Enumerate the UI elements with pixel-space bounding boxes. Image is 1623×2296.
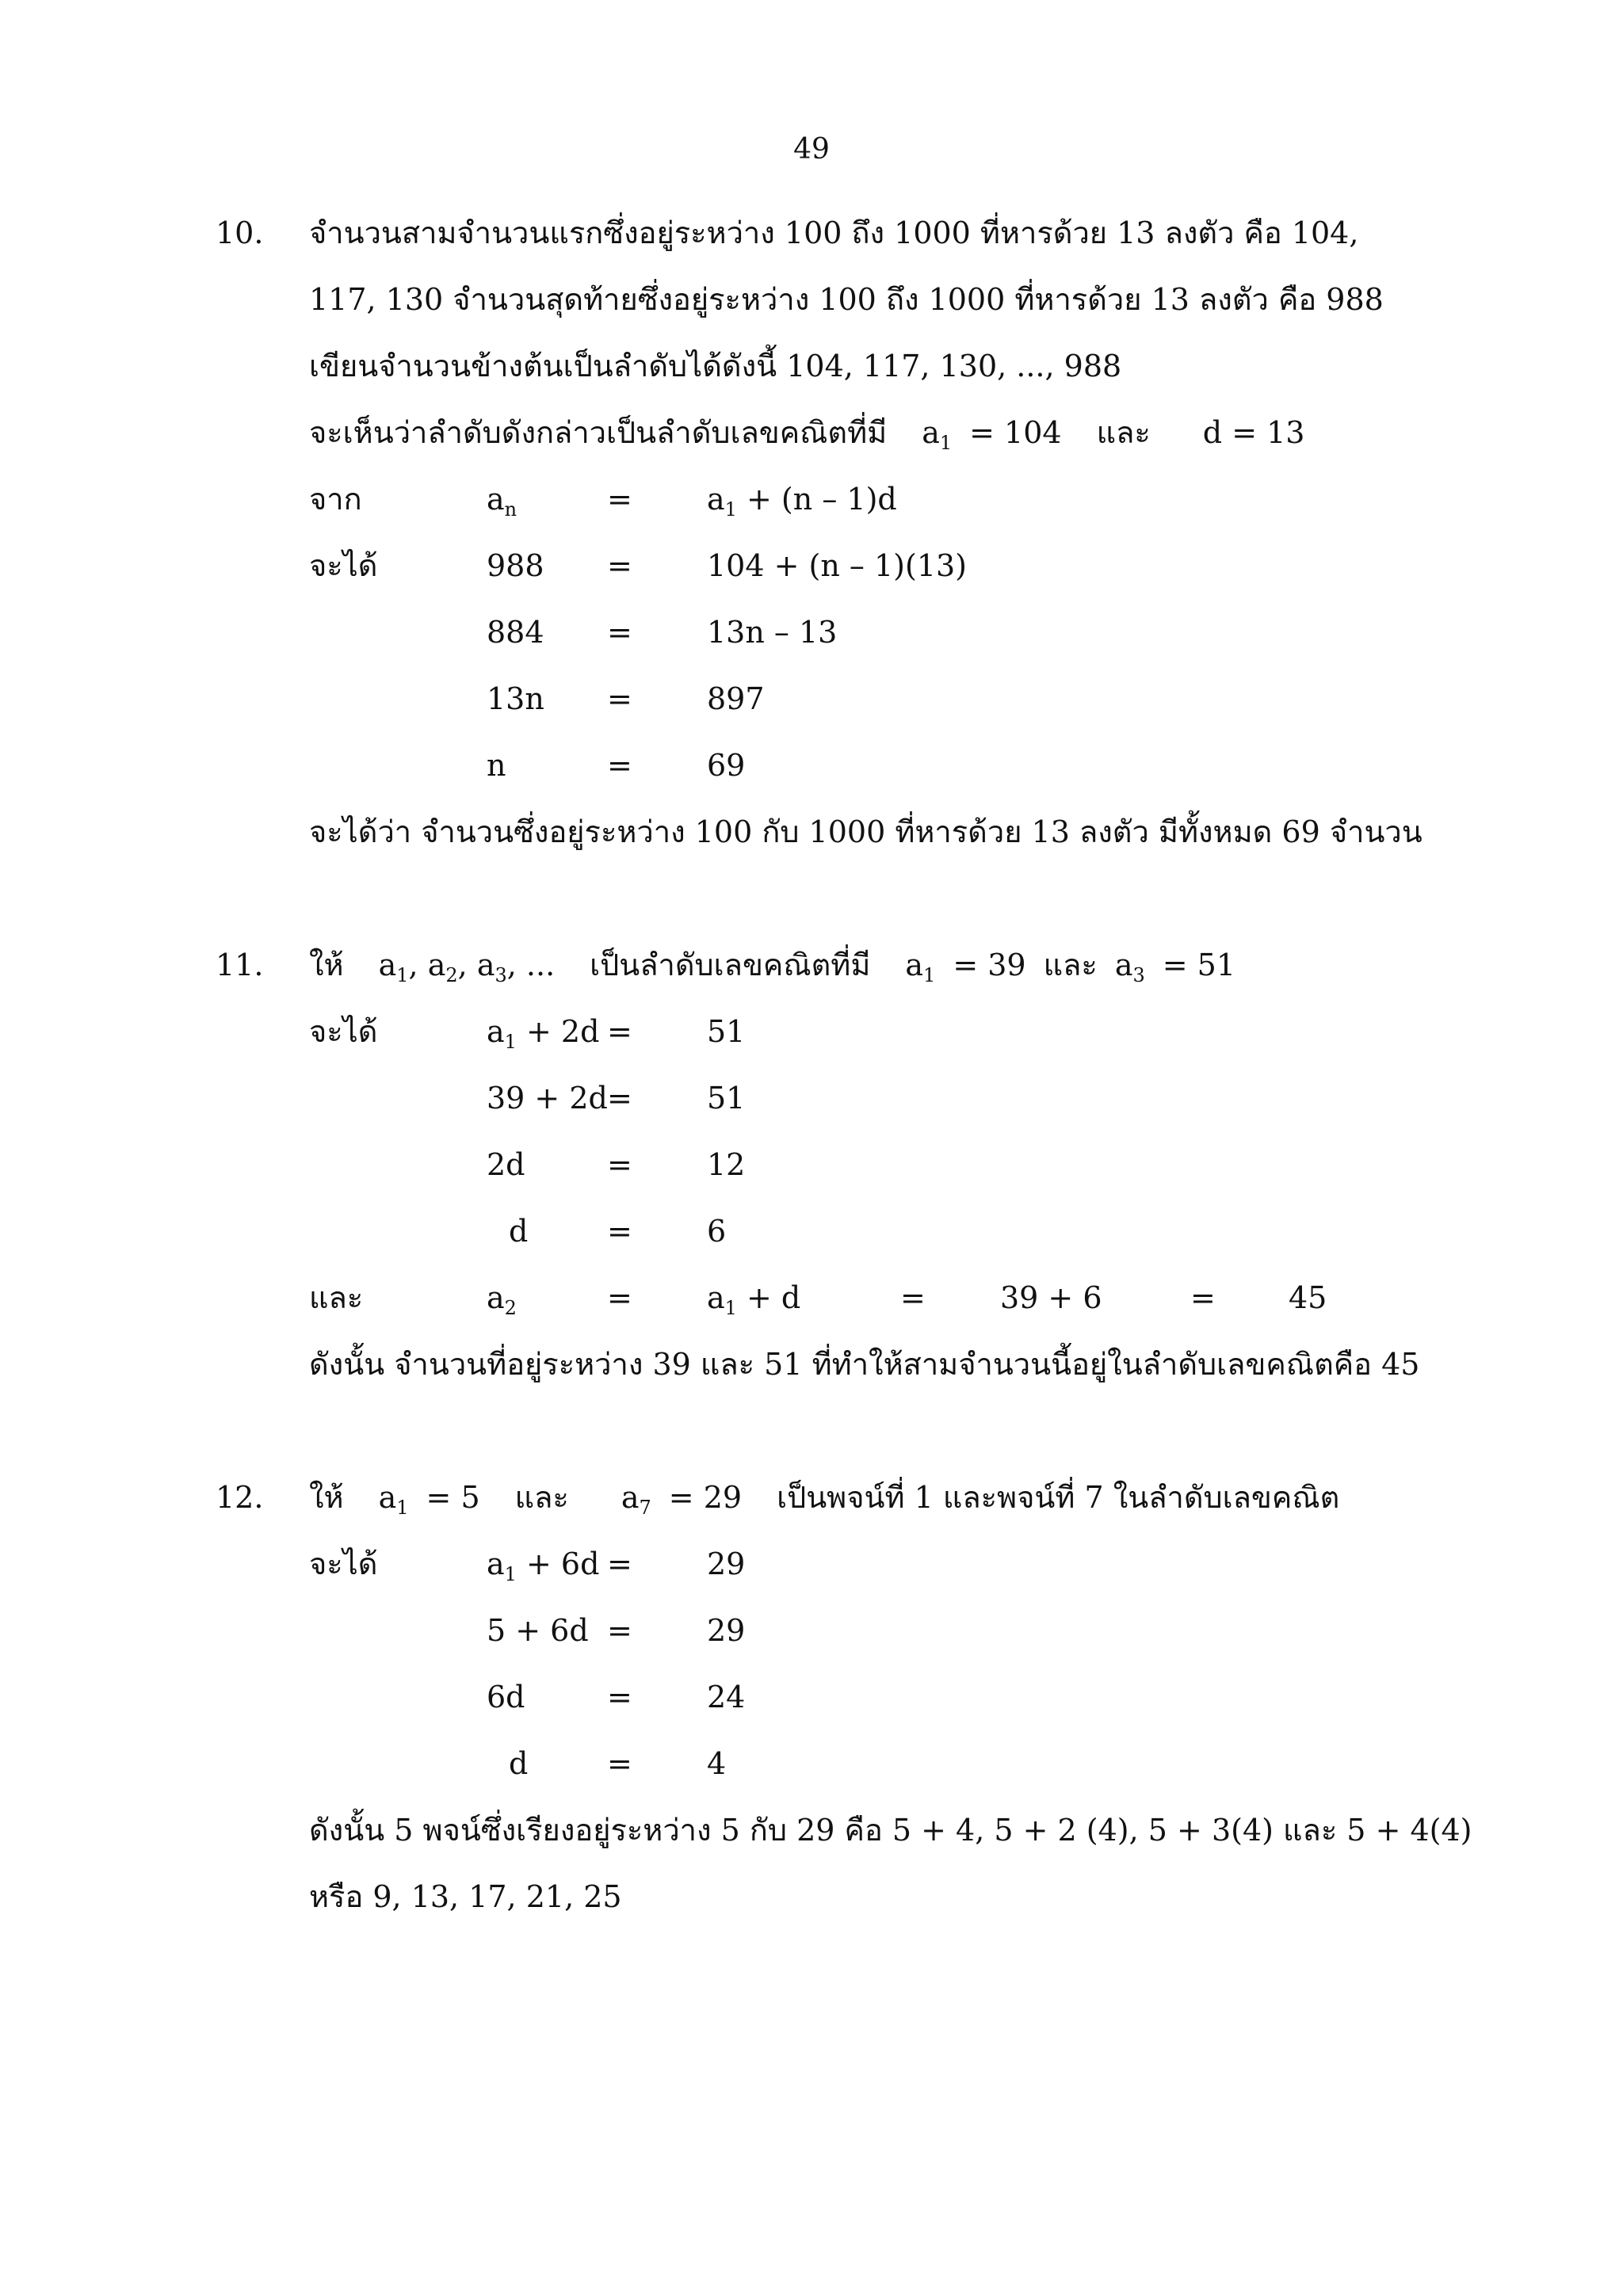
equals-sign: = xyxy=(607,1280,632,1315)
equals-sign: = xyxy=(607,1214,632,1249)
equation-lhs: $a_n$ xyxy=(487,482,517,521)
text-fragment: ให้ xyxy=(309,1480,344,1515)
conclusion: จะได้ว่า จำนวนซึ่งอยู่ระหว่าง 100 กับ 1000 ที่หารด้วย 13 ลงตัว มีทั้งหมด 69 จำนวน xyxy=(309,814,1423,849)
equation-lhs: d xyxy=(509,1746,529,1781)
equation-rhs: 29 xyxy=(707,1613,746,1648)
equals-sign: = xyxy=(607,1147,632,1182)
equation-lhs: d xyxy=(509,1214,529,1249)
equals-sign: = xyxy=(607,1014,632,1049)
math-term: $a_3$ xyxy=(1114,948,1145,986)
equation-lhs: 2d xyxy=(487,1147,525,1182)
equation-rhs: 69 xyxy=(707,748,746,783)
equals-sign: = xyxy=(607,1547,632,1581)
row-label: และ xyxy=(309,1280,364,1315)
equation-rhs: 13n – 13 xyxy=(707,615,838,650)
equals-sign: = xyxy=(607,615,632,650)
equation-rhs: 4 xyxy=(707,1746,727,1781)
equals-sign: = xyxy=(607,1680,632,1714)
equation-mid: $a_1 + d$ xyxy=(707,1280,801,1319)
equals-sign: = xyxy=(607,748,632,783)
math-term: $a_7$ xyxy=(621,1480,651,1519)
equation-lhs: $a_1 + 6d$ xyxy=(487,1547,600,1585)
equals-sign: = xyxy=(607,548,632,583)
equation-lhs: 988 xyxy=(487,548,544,583)
answer: หรือ 9, 13, 17, 21, 25 xyxy=(309,1879,622,1914)
problem-number: 11. xyxy=(216,948,264,982)
conclusion: ดังนั้น 5 พจน์ซึ่งเรียงอยู่ระหว่าง 5 กับ 29 คือ 5 + 4, 5 + 2 (4), 5 + 3(4) และ 5 + 4(4) xyxy=(309,1813,1472,1848)
equals-sign: = xyxy=(900,1280,926,1315)
text-line xyxy=(309,1478,1340,1519)
text-line xyxy=(309,946,1235,984)
equation-lhs: 884 xyxy=(487,615,544,650)
row-label: จะได้ xyxy=(309,1547,378,1581)
equation-mid: 39 + 6 xyxy=(1000,1280,1102,1315)
equals-sign: = xyxy=(607,1613,632,1648)
conclusion: ดังนั้น จำนวนที่อยู่ระหว่าง 39 และ 51 ที่ทำให้สามจำนวนนี้อยู่ในลำดับเลขคณิตคือ 45 xyxy=(309,1347,1420,1382)
problem-number: 10. xyxy=(216,215,264,250)
problem-number: 12. xyxy=(216,1480,264,1515)
equation-rhs: 51 xyxy=(707,1014,746,1049)
equation-rhs: 12 xyxy=(707,1147,746,1182)
equation-lhs: 13n xyxy=(487,681,544,716)
math-value: = 5 xyxy=(426,1480,480,1515)
text-line: 117, 130 จำนวนสุดท้ายซึ่งอยู่ระหว่าง 100 ถึง 1000 ที่หารด้วย 13 ลงตัว คือ 988 xyxy=(309,282,1384,317)
equation-rhs: $a_1 + (n - 1)d$ xyxy=(707,482,897,521)
math-value: = 51 xyxy=(1162,948,1236,982)
equation-lhs: n xyxy=(487,748,506,783)
equation-rhs: 29 xyxy=(707,1547,746,1581)
row-label: จะได้ xyxy=(309,1014,378,1049)
row-label: จาก xyxy=(309,482,362,517)
math-value: = 39 xyxy=(953,948,1026,982)
equals-sign: = xyxy=(1190,1280,1216,1315)
math-term: $a_1$ xyxy=(905,948,936,986)
equation-lhs: $a_1 + 2d$ xyxy=(487,1014,600,1053)
text-fragment: เป็นพจน์ที่ 1 และพจน์ที่ 7 ในลำดับเลขคณิต xyxy=(777,1480,1340,1515)
row-label: จะได้ xyxy=(309,548,378,583)
equation-lhs: 6d xyxy=(487,1680,525,1714)
equals-sign: = xyxy=(607,482,632,517)
equation-rhs: 6 xyxy=(707,1214,727,1249)
text-line: เขียนจำนวนข้างต้นเป็นลำดับได้ดังนี้ 104, 117, 130, ..., 988 xyxy=(309,349,1122,383)
math-term: $a_1$ xyxy=(378,1480,409,1519)
equation-lhs: $a_2$ xyxy=(487,1280,517,1319)
math-value: = 29 xyxy=(668,1480,743,1515)
math-value: = 104 xyxy=(969,415,1062,450)
text-line: จำนวนสามจำนวนแรกซึ่งอยู่ระหว่าง 100 ถึง 1000 ที่หารด้วย 13 ลงตัว คือ 104, xyxy=(309,215,1359,250)
equation-rhs: 104 + (n – 1)(13) xyxy=(707,548,967,583)
math-term: $a_1$ xyxy=(922,415,953,454)
text-fragment: และ xyxy=(514,1480,569,1515)
equation-rhs: 24 xyxy=(707,1680,746,1714)
text-fragment: ให้ xyxy=(309,948,344,982)
text-fragment: และ xyxy=(1043,948,1098,982)
equation-lhs: 5 + 6d xyxy=(487,1613,589,1648)
equation-rhs: 51 xyxy=(707,1081,746,1116)
text-fragment: จะเห็นว่าลำดับดังกล่าวเป็นลำดับเลขคณิตที่มี xyxy=(309,415,888,450)
page-number: 49 xyxy=(793,133,830,166)
math-value: d = 13 xyxy=(1202,415,1305,450)
equation-lhs: 39 + 2d xyxy=(487,1081,608,1116)
equals-sign: = xyxy=(607,1081,632,1116)
equals-sign: = xyxy=(607,1746,632,1781)
equation-rhs: 897 xyxy=(707,681,765,716)
equation-result: 45 xyxy=(1289,1280,1327,1315)
text-fragment: เป็นลำดับเลขคณิตที่มี xyxy=(590,948,871,982)
equals-sign: = xyxy=(607,681,632,716)
text-line xyxy=(309,414,1304,452)
text-fragment: และ xyxy=(1096,415,1151,450)
math-sequence: $a_1$, $a_2$, $a_3$, ... xyxy=(378,948,556,986)
